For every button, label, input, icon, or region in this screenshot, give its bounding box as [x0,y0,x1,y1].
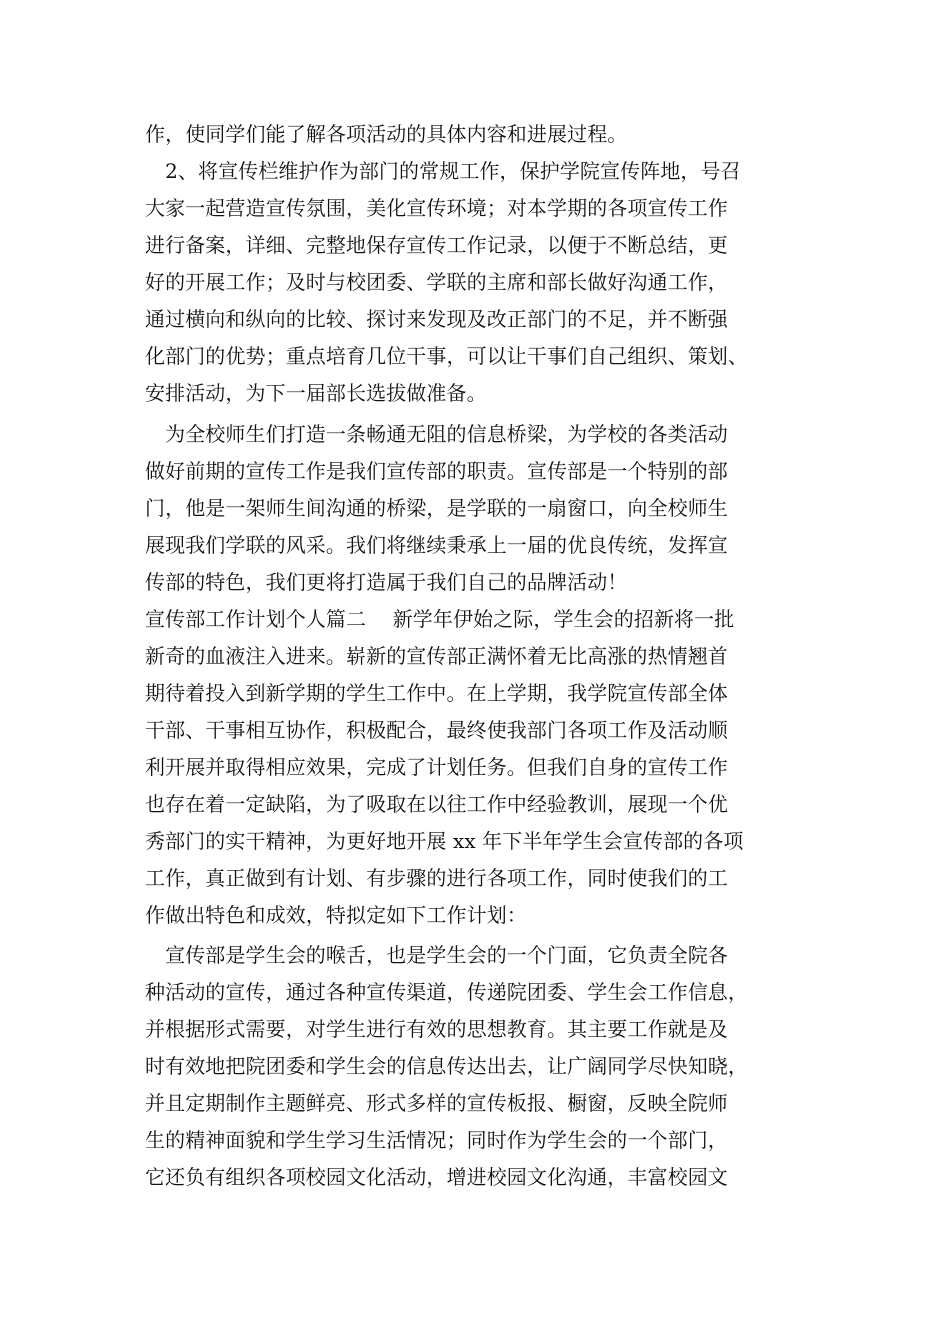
text-line: 它还负有组织各项校园文化活动，增进校园文化沟通，丰富校园文 [145,1165,728,1189]
text-line: 时有效地把院团委和学生会的信息传达出去，让广阔同学尽快知晓， [145,1054,748,1078]
text-line: 通过横向和纵向的比较、探讨来发现及改正部门的不足，并不断强 [145,307,728,331]
text-line: 2、将宣传栏维护作为部门的常规工作，保护学院宣传阵地，号召 [145,159,741,183]
text-line: 传部的特色，我们更将打造属于我们自己的品牌活动！ [145,570,628,594]
text-line: 作做出特色和成效，特拟定如下工作计划： [145,903,527,927]
text-line: 好的开展工作；及时与校团委、学联的主席和部长做好沟通工作， [145,270,728,294]
text-line: 化部门的优势；重点培育几位干事，可以让干事们自己组织、策划、 [145,344,748,368]
text-line: 宣传部工作计划个人篇二 新学年伊始之际，学生会的招新将一批 [145,607,735,631]
text-line: 安排活动，为下一届部长选拔做准备。 [145,381,487,405]
text-line: 期待着投入到新学期的学生工作中。在上学期，我学院宣传部全体 [145,681,728,705]
text-line: 干部、干事相互协作，积极配合，最终使我部门各项工作及活动顺 [145,718,728,742]
text-line: 秀部门的实干精神，为更好地开展 xx 年下半年学生会宣传部的各项 [145,829,744,853]
text-line: 新奇的血液注入进来。崭新的宣传部正满怀着无比高涨的热情翘首 [145,644,728,668]
text-line: 宣传部是学生会的喉舌，也是学生会的一个门面，它负责全院各 [145,943,728,967]
text-line: 展现我们学联的风采。我们将继续秉承上一届的优良传统，发挥宣 [145,533,728,557]
text-line: 做好前期的宣传工作是我们宣传部的职责。宣传部是一个特别的部 [145,459,728,483]
text-line: 进行备案，详细、完整地保存宣传工作记录，以便于不断总结，更 [145,233,728,257]
text-line: 并且定期制作主题鲜亮、形式多样的宣传板报、橱窗，反映全院师 [145,1091,728,1115]
text-line: 门，他是一架师生间沟通的桥梁，是学联的一扇窗口，向全校师生 [145,496,728,520]
text-line: 利开展并取得相应效果，完成了计划任务。但我们自身的宣传工作 [145,755,728,779]
text-line: 也存在着一定缺陷，为了吸取在以往工作中经验教训，展现一个优 [145,792,728,816]
text-line: 生的精神面貌和学生学习生活情况；同时作为学生会的一个部门， [145,1128,728,1152]
text-line: 并根据形式需要，对学生进行有效的思想教育。其主要工作就是及 [145,1017,728,1041]
text-line: 为全校师生们打造一条畅通无阻的信息桥梁，为学校的各类活动 [145,422,728,446]
text-line: 大家一起营造宣传氛围，美化宣传环境；对本学期的各项宣传工作 [145,196,728,220]
text-line: 作，使同学们能了解各项活动的具体内容和进展过程。 [145,122,628,146]
text-line: 工作，真正做到有计划、有步骤的进行各项工作，同时使我们的工 [145,866,728,890]
text-line: 种活动的宣传，通过各种宣传渠道，传递院团委、学生会工作信息， [145,980,748,1004]
